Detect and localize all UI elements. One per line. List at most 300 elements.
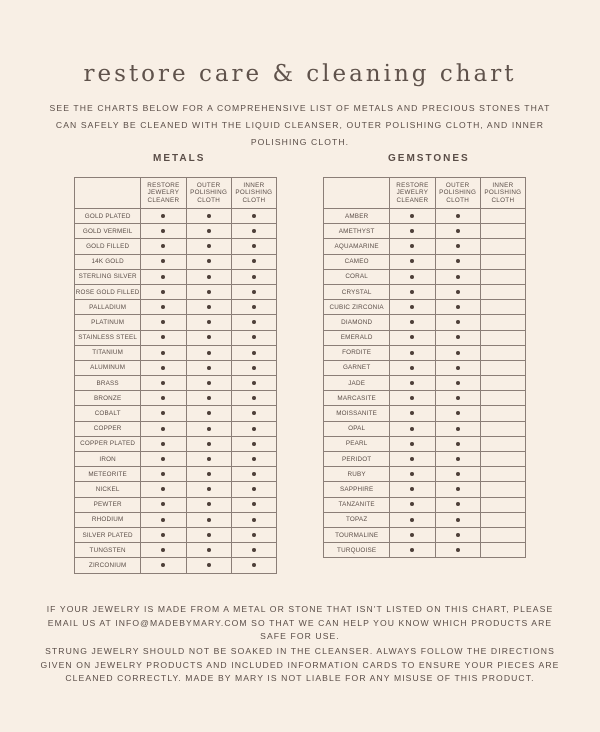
compatible-dot-icon [252, 457, 256, 461]
row-label: BRONZE [75, 391, 141, 406]
gemstones-heading: GEMSTONES [388, 153, 470, 164]
table-row [324, 330, 526, 345]
compatible-dot-icon [207, 533, 211, 537]
compatibility-cell [141, 452, 186, 467]
table-row [75, 467, 277, 482]
compatible-dot-icon [252, 427, 256, 431]
compatibility-cell [480, 376, 525, 391]
compatible-dot-icon [456, 518, 460, 522]
compatibility-cell [231, 239, 276, 254]
compatible-dot-icon [161, 427, 165, 431]
table-row [75, 482, 277, 497]
compatibility-cell [231, 315, 276, 330]
compatibility-cell [390, 376, 435, 391]
compatible-dot-icon [456, 366, 460, 370]
compatible-dot-icon [207, 472, 211, 476]
compatibility-cell [186, 543, 231, 558]
table-row [75, 558, 277, 573]
table-row [324, 269, 526, 284]
compatible-dot-icon [161, 563, 165, 567]
row-label: PERIDOT [324, 452, 390, 467]
row-label: EMERALD [324, 330, 390, 345]
compatible-dot-icon [207, 563, 211, 567]
table-row [324, 452, 526, 467]
compatibility-cell [390, 482, 435, 497]
table-row [75, 284, 277, 299]
compatibility-cell [435, 436, 480, 451]
compatibility-cell [141, 239, 186, 254]
compatible-dot-icon [410, 381, 414, 385]
compatible-dot-icon [161, 472, 165, 476]
compatibility-cell [435, 512, 480, 527]
compatibility-cell [435, 421, 480, 436]
compatible-dot-icon [410, 442, 414, 446]
table-row [324, 543, 526, 558]
compatible-dot-icon [456, 533, 460, 537]
compatible-dot-icon [161, 457, 165, 461]
header-corner-cell [75, 178, 141, 209]
table-row [324, 512, 526, 527]
compatibility-cell [480, 254, 525, 269]
metals-table-body [75, 209, 277, 574]
compatibility-cell [435, 330, 480, 345]
compatibility-cell [390, 209, 435, 224]
row-label: ROSE GOLD FILLED [75, 284, 141, 299]
compatibility-cell [141, 467, 186, 482]
compatibility-cell [435, 345, 480, 360]
compatibility-cell [480, 224, 525, 239]
row-label: DIAMOND [324, 315, 390, 330]
compatible-dot-icon [456, 502, 460, 506]
compatibility-cell [435, 269, 480, 284]
compatibility-cell [186, 406, 231, 421]
table-row [324, 391, 526, 406]
row-label: FORDITE [324, 345, 390, 360]
row-label: COPPER PLATED [75, 436, 141, 451]
compatibility-cell [186, 558, 231, 573]
compatible-dot-icon [207, 381, 211, 385]
compatible-dot-icon [410, 335, 414, 339]
compatibility-cell [480, 269, 525, 284]
compatibility-cell [186, 360, 231, 375]
row-label: RUBY [324, 467, 390, 482]
table-row [75, 512, 277, 527]
compatibility-cell [186, 497, 231, 512]
compatibility-cell [231, 512, 276, 527]
compatible-dot-icon [252, 487, 256, 491]
gemstones-table [323, 177, 526, 558]
compatibility-cell [186, 284, 231, 299]
compatible-dot-icon [410, 244, 414, 248]
compatible-dot-icon [207, 259, 211, 263]
compatibility-cell [231, 284, 276, 299]
column-header-cleaner: RESTORE JEWELRY CLEANER [141, 178, 186, 209]
row-label: AMETHYST [324, 224, 390, 239]
row-label: ZIRCONIUM [75, 558, 141, 573]
table-row [324, 224, 526, 239]
compatibility-cell [480, 315, 525, 330]
compatible-dot-icon [252, 335, 256, 339]
compatibility-cell [390, 436, 435, 451]
compatibility-cell [435, 543, 480, 558]
compatibility-cell [186, 482, 231, 497]
compatible-dot-icon [161, 396, 165, 400]
compatibility-cell [390, 345, 435, 360]
compatibility-cell [435, 391, 480, 406]
compatibility-cell [435, 527, 480, 542]
row-label: JADE [324, 376, 390, 391]
compatibility-cell [141, 300, 186, 315]
compatible-dot-icon [161, 305, 165, 309]
compatible-dot-icon [456, 472, 460, 476]
compatibility-cell [480, 467, 525, 482]
compatible-dot-icon [456, 335, 460, 339]
compatible-dot-icon [252, 259, 256, 263]
compatibility-cell [480, 497, 525, 512]
compatible-dot-icon [410, 518, 414, 522]
compatible-dot-icon [207, 442, 211, 446]
row-label: PLATINUM [75, 315, 141, 330]
compatibility-cell [141, 345, 186, 360]
compatible-dot-icon [410, 396, 414, 400]
compatibility-cell [390, 360, 435, 375]
compatibility-cell [231, 376, 276, 391]
compatible-dot-icon [207, 502, 211, 506]
row-label: 14K GOLD [75, 254, 141, 269]
compatibility-cell [480, 421, 525, 436]
compatibility-cell [480, 391, 525, 406]
compatible-dot-icon [410, 320, 414, 324]
compatibility-cell [390, 406, 435, 421]
row-label: GARNET [324, 360, 390, 375]
compatible-dot-icon [252, 396, 256, 400]
page-title: restore care & cleaning chart [83, 61, 517, 88]
compatibility-cell [141, 436, 186, 451]
compatible-dot-icon [252, 275, 256, 279]
table-row [324, 527, 526, 542]
table-row [324, 497, 526, 512]
table-row [75, 436, 277, 451]
table-row [324, 482, 526, 497]
row-label: ALUMINUM [75, 360, 141, 375]
row-label: GOLD PLATED [75, 209, 141, 224]
compatibility-cell [435, 284, 480, 299]
compatible-dot-icon [410, 259, 414, 263]
compatible-dot-icon [252, 305, 256, 309]
row-label: SILVER PLATED [75, 527, 141, 542]
row-label: PALLADIUM [75, 300, 141, 315]
compatibility-cell [141, 254, 186, 269]
compatible-dot-icon [410, 411, 414, 415]
compatible-dot-icon [252, 472, 256, 476]
table-row [75, 497, 277, 512]
table-row [324, 376, 526, 391]
compatible-dot-icon [456, 214, 460, 218]
row-label: CORAL [324, 269, 390, 284]
table-row [75, 254, 277, 269]
compatibility-cell [480, 406, 525, 421]
compatible-dot-icon [252, 381, 256, 385]
compatibility-cell [231, 406, 276, 421]
compatibility-cell [435, 300, 480, 315]
compatible-dot-icon [252, 548, 256, 552]
compatible-dot-icon [456, 351, 460, 355]
table-row [75, 360, 277, 375]
compatible-dot-icon [161, 290, 165, 294]
row-label: RHODIUM [75, 512, 141, 527]
compatibility-cell [141, 482, 186, 497]
column-header-outer-cloth: OUTER POLISHING CLOTH [435, 178, 480, 209]
column-header-outer-cloth: OUTER POLISHING CLOTH [186, 178, 231, 209]
compatibility-cell [390, 543, 435, 558]
compatibility-cell [141, 558, 186, 573]
compatibility-cell [480, 436, 525, 451]
compatibility-cell [480, 360, 525, 375]
compatible-dot-icon [207, 290, 211, 294]
compatible-dot-icon [207, 457, 211, 461]
row-label: STERLING SILVER [75, 269, 141, 284]
compatible-dot-icon [252, 290, 256, 294]
metals-table [74, 177, 277, 574]
compatible-dot-icon [456, 411, 460, 415]
compatible-dot-icon [161, 366, 165, 370]
compatible-dot-icon [252, 502, 256, 506]
compatible-dot-icon [410, 214, 414, 218]
row-label: CAMEO [324, 254, 390, 269]
compatibility-cell [480, 209, 525, 224]
compatibility-cell [480, 284, 525, 299]
compatibility-cell [480, 239, 525, 254]
compatible-dot-icon [207, 229, 211, 233]
compatibility-cell [390, 527, 435, 542]
row-label: TANZANITE [324, 497, 390, 512]
compatible-dot-icon [161, 259, 165, 263]
compatible-dot-icon [161, 487, 165, 491]
compatible-dot-icon [207, 244, 211, 248]
row-label: OPAL [324, 421, 390, 436]
compatible-dot-icon [410, 427, 414, 431]
row-label: TITANIUM [75, 345, 141, 360]
column-header-inner-cloth: INNER POLISHING CLOTH [480, 178, 525, 209]
compatible-dot-icon [410, 351, 414, 355]
compatibility-cell [186, 209, 231, 224]
table-row [75, 300, 277, 315]
compatibility-cell [186, 512, 231, 527]
row-label: COBALT [75, 406, 141, 421]
table-row [75, 391, 277, 406]
compatibility-cell [141, 406, 186, 421]
row-label: TOURMALINE [324, 527, 390, 542]
compatibility-cell [390, 315, 435, 330]
compatibility-cell [231, 254, 276, 269]
compatibility-cell [435, 239, 480, 254]
compatible-dot-icon [207, 487, 211, 491]
row-label: CUBIC ZIRCONIA [324, 300, 390, 315]
compatible-dot-icon [410, 366, 414, 370]
table-row [324, 209, 526, 224]
compatible-dot-icon [456, 487, 460, 491]
compatible-dot-icon [161, 275, 165, 279]
compatible-dot-icon [456, 381, 460, 385]
compatibility-cell [186, 376, 231, 391]
compatibility-cell [141, 527, 186, 542]
compatibility-cell [186, 315, 231, 330]
table-row [75, 376, 277, 391]
compatibility-cell [186, 300, 231, 315]
compatible-dot-icon [207, 366, 211, 370]
compatibility-cell [390, 497, 435, 512]
compatibility-cell [390, 452, 435, 467]
row-label: CRYSTAL [324, 284, 390, 299]
table-row [75, 330, 277, 345]
compatible-dot-icon [252, 229, 256, 233]
table-row [75, 315, 277, 330]
compatible-dot-icon [161, 244, 165, 248]
compatibility-cell [141, 330, 186, 345]
compatibility-cell [186, 345, 231, 360]
compatibility-cell [480, 300, 525, 315]
compatible-dot-icon [252, 351, 256, 355]
compatible-dot-icon [410, 305, 414, 309]
compatibility-cell [480, 452, 525, 467]
row-label: SAPPHIRE [324, 482, 390, 497]
compatibility-cell [231, 360, 276, 375]
compatibility-cell [186, 527, 231, 542]
compatible-dot-icon [252, 244, 256, 248]
compatibility-cell [141, 284, 186, 299]
compatibility-cell [435, 406, 480, 421]
table-row [324, 315, 526, 330]
compatibility-cell [390, 512, 435, 527]
compatibility-cell [141, 224, 186, 239]
compatible-dot-icon [207, 396, 211, 400]
compatible-dot-icon [161, 502, 165, 506]
table-row [75, 527, 277, 542]
compatibility-cell [435, 224, 480, 239]
table-header-row [324, 178, 526, 209]
table-row [324, 239, 526, 254]
compatibility-cell [141, 497, 186, 512]
table-row [324, 436, 526, 451]
compatible-dot-icon [207, 427, 211, 431]
compatibility-cell [186, 452, 231, 467]
compatible-dot-icon [207, 411, 211, 415]
table-row [75, 209, 277, 224]
compatible-dot-icon [161, 320, 165, 324]
compatible-dot-icon [252, 214, 256, 218]
table-row [324, 254, 526, 269]
compatible-dot-icon [456, 244, 460, 248]
compatible-dot-icon [410, 229, 414, 233]
compatible-dot-icon [410, 290, 414, 294]
compatibility-cell [390, 254, 435, 269]
compatibility-cell [435, 467, 480, 482]
compatible-dot-icon [410, 472, 414, 476]
compatibility-cell [141, 512, 186, 527]
compatibility-cell [186, 269, 231, 284]
compatible-dot-icon [161, 381, 165, 385]
compatible-dot-icon [410, 457, 414, 461]
footer-contact-note: IF YOUR JEWELRY IS MADE FROM A METAL OR STONE THAT ISN'T LISTED ON THIS CHART, PLEASE EMAIL US AT INFO@MADEBYMARY.COM SO THAT WE CAN HELP YOU KNOW WHICH PRODUCTS ARE SAFE FOR USE. [46, 604, 554, 641]
compatible-dot-icon [161, 548, 165, 552]
compatibility-cell [480, 330, 525, 345]
table-row [75, 421, 277, 436]
compatible-dot-icon [161, 335, 165, 339]
compatibility-cell [480, 543, 525, 558]
compatibility-cell [390, 239, 435, 254]
compatibility-cell [141, 391, 186, 406]
compatibility-cell [186, 421, 231, 436]
compatible-dot-icon [456, 275, 460, 279]
table-row [75, 239, 277, 254]
row-label: GOLD FILLED [75, 239, 141, 254]
compatibility-cell [186, 330, 231, 345]
compatibility-cell [231, 391, 276, 406]
compatibility-cell [480, 482, 525, 497]
compatible-dot-icon [456, 320, 460, 324]
compatible-dot-icon [456, 290, 460, 294]
compatibility-cell [141, 269, 186, 284]
compatibility-cell [186, 254, 231, 269]
compatibility-cell [480, 527, 525, 542]
table-header-row [75, 178, 277, 209]
compatibility-cell [435, 209, 480, 224]
column-header-cleaner: RESTORE JEWELRY CLEANER [390, 178, 435, 209]
table-row [75, 406, 277, 421]
compatible-dot-icon [161, 351, 165, 355]
row-label: TUNGSTEN [75, 543, 141, 558]
compatibility-cell [390, 269, 435, 284]
row-label: GOLD VERMEIL [75, 224, 141, 239]
compatible-dot-icon [410, 533, 414, 537]
table-row [324, 421, 526, 436]
compatibility-cell [390, 391, 435, 406]
compatible-dot-icon [456, 427, 460, 431]
compatibility-cell [231, 345, 276, 360]
compatibility-cell [186, 391, 231, 406]
row-label: BRASS [75, 376, 141, 391]
compatibility-cell [435, 497, 480, 512]
intro-text: SEE THE CHARTS BELOW FOR A COMPREHENSIVE LIST OF METALS AND PRECIOUS STONES THAT CAN SAFELY BE CLEANED WITH THE LIQUID CLEANSER, OUTER POLISHING CLOTH, AND INNER POLISHING CLOTH. [49, 103, 551, 147]
row-label: IRON [75, 452, 141, 467]
compatibility-cell [435, 315, 480, 330]
table-row [75, 452, 277, 467]
row-label: COPPER [75, 421, 141, 436]
metals-heading: METALS [153, 153, 206, 164]
compatibility-cell [231, 224, 276, 239]
compatible-dot-icon [252, 563, 256, 567]
compatible-dot-icon [161, 533, 165, 537]
compatible-dot-icon [252, 320, 256, 324]
compatible-dot-icon [161, 214, 165, 218]
compatible-dot-icon [207, 320, 211, 324]
compatibility-cell [390, 330, 435, 345]
compatibility-cell [390, 300, 435, 315]
row-label: MOISSANITE [324, 406, 390, 421]
compatible-dot-icon [252, 366, 256, 370]
compatibility-cell [186, 436, 231, 451]
row-label: PEARL [324, 436, 390, 451]
row-label: PEWTER [75, 497, 141, 512]
compatibility-cell [141, 360, 186, 375]
compatibility-cell [231, 467, 276, 482]
row-label: STAINLESS STEEL [75, 330, 141, 345]
compatibility-cell [141, 543, 186, 558]
compatible-dot-icon [207, 518, 211, 522]
compatibility-cell [390, 421, 435, 436]
compatibility-cell [231, 300, 276, 315]
compatible-dot-icon [456, 396, 460, 400]
